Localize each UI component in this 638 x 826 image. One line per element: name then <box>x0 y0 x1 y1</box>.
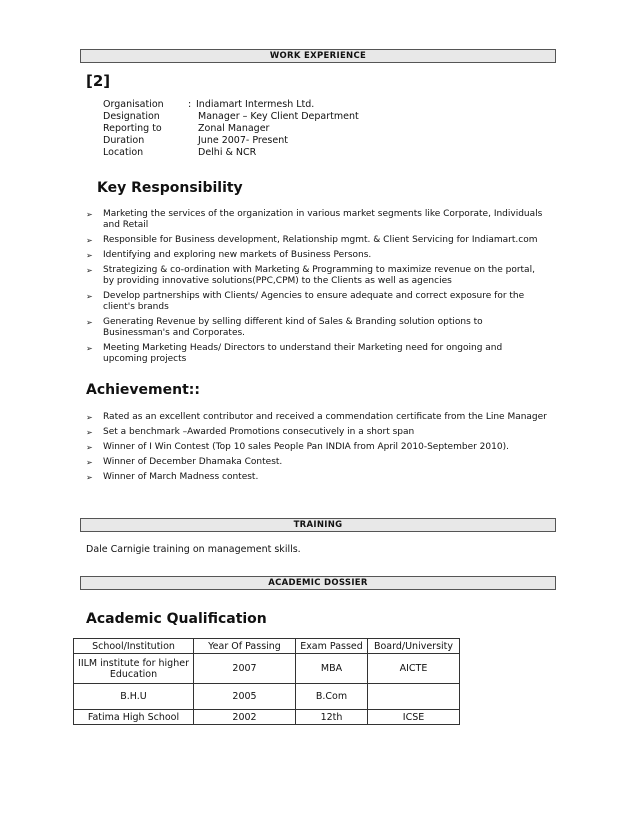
detail-key: Duration <box>103 135 145 146</box>
detail-key: Location <box>103 147 144 158</box>
list-item <box>86 442 548 453</box>
achievement-list <box>86 412 548 487</box>
job-number: [2] <box>86 72 111 90</box>
arrow-bullet-icon: ➢ <box>86 458 93 467</box>
list-item <box>86 472 548 483</box>
arrow-bullet-icon: ➢ <box>86 318 93 327</box>
list-item <box>86 317 548 339</box>
table-cell <box>368 684 460 710</box>
arrow-bullet-icon: ➢ <box>86 443 93 452</box>
detail-separator <box>188 111 196 123</box>
table-cell: 12th <box>296 710 368 725</box>
list-item <box>86 427 548 438</box>
key-responsibility-heading: Key Responsibility <box>97 180 243 196</box>
column-header: Exam Passed <box>296 639 368 654</box>
table-header-row <box>74 639 460 654</box>
table-cell: MBA <box>296 654 368 684</box>
job-details <box>103 99 359 159</box>
list-item-text: Responsible for Business development, Relationship mgmt. & Client Servicing for Indiamart.com <box>103 235 538 245</box>
column-header: Year Of Passing <box>194 639 296 654</box>
arrow-bullet-icon: ➢ <box>86 251 93 260</box>
table-cell: Fatima High School <box>74 710 194 725</box>
arrow-bullet-icon: ➢ <box>86 266 93 275</box>
table-cell: AICTE <box>368 654 460 684</box>
column-header: School/Institution <box>74 639 194 654</box>
detail-separator: : <box>188 99 192 110</box>
table-cell: ICSE <box>368 710 460 725</box>
list-item <box>86 291 548 313</box>
detail-separator <box>188 147 196 159</box>
detail-separator <box>188 135 196 147</box>
qualification-table <box>73 638 460 725</box>
list-item <box>86 265 548 287</box>
detail-value: Indiamart Intermesh Ltd. <box>196 99 315 110</box>
job-detail-row <box>103 135 359 147</box>
job-detail-row <box>103 99 359 111</box>
arrow-bullet-icon: ➢ <box>86 292 93 301</box>
section-bar-work-experience: WORK EXPERIENCE <box>80 49 556 63</box>
list-item-text: Identifying and exploring new markets of Business Persons. <box>103 250 372 260</box>
achievement-heading: Achievement:: <box>86 382 200 398</box>
job-detail-row <box>103 123 359 135</box>
job-detail-row <box>103 111 359 123</box>
detail-value: Delhi & NCR <box>198 147 257 158</box>
table-cell: 2005 <box>194 684 296 710</box>
arrow-bullet-icon: ➢ <box>86 428 93 437</box>
section-bar-training: TRAINING <box>80 518 556 532</box>
list-item-text: Winner of December Dhamaka Contest. <box>103 457 283 467</box>
column-header: Board/University <box>368 639 460 654</box>
detail-value: Manager – Key Client Department <box>198 111 359 122</box>
list-item <box>86 250 548 261</box>
list-item-text: Rated as an excellent contributor and received a commendation certificate from the Line Manager <box>103 412 547 422</box>
list-item <box>86 343 548 365</box>
table-row <box>74 654 460 684</box>
table-cell: IILM institute for higher Education <box>74 654 194 684</box>
detail-separator <box>188 123 196 135</box>
arrow-bullet-icon: ➢ <box>86 413 93 422</box>
table-cell: 2002 <box>194 710 296 725</box>
list-item <box>86 412 548 423</box>
list-item <box>86 235 548 246</box>
list-item-text: Develop partnerships with Clients/ Agencies to ensure adequate and correct exposure for the client's brands <box>103 291 525 312</box>
arrow-bullet-icon: ➢ <box>86 236 93 245</box>
job-detail-row <box>103 147 359 159</box>
list-item-text: Marketing the services of the organization in various market segments like Corporate, Individuals and Retail <box>103 209 543 230</box>
list-item-text: Set a benchmark –Awarded Promotions consecutively in a short span <box>103 427 415 437</box>
detail-key: Organisation <box>103 99 164 110</box>
list-item-text: Winner of March Madness contest. <box>103 472 259 482</box>
list-item-text: Strategizing & co-ordination with Marketing & Programming to maximize revenue on the portal, by providing innovative solutions(PPC,CPM) to the Clients as well as agencies <box>103 265 535 286</box>
detail-key: Designation <box>103 111 160 122</box>
detail-value: Zonal Manager <box>198 123 270 134</box>
training-text: Dale Carnigie training on management skills. <box>86 544 301 555</box>
table-cell: 2007 <box>194 654 296 684</box>
table-row <box>74 684 460 710</box>
list-item-text: Generating Revenue by selling different kind of Sales & Branding solution options to Businessman's and Corporates. <box>103 317 483 338</box>
detail-key: Reporting to <box>103 123 162 134</box>
responsibility-list <box>86 209 548 369</box>
list-item <box>86 457 548 468</box>
list-item <box>86 209 548 231</box>
arrow-bullet-icon: ➢ <box>86 210 93 219</box>
table-cell: B.H.U <box>74 684 194 710</box>
table-cell: B.Com <box>296 684 368 710</box>
academic-qualification-heading: Academic Qualification <box>86 611 267 627</box>
section-bar-academic-dossier: ACADEMIC DOSSIER <box>80 576 556 590</box>
detail-value: June 2007- Present <box>198 135 288 146</box>
list-item-text: Meeting Marketing Heads/ Directors to understand their Marketing need for ongoing and upcoming projects <box>103 343 503 364</box>
list-item-text: Winner of I Win Contest (Top 10 sales People Pan INDIA from April 2010-September 2010). <box>103 442 509 452</box>
table-row <box>74 710 460 725</box>
arrow-bullet-icon: ➢ <box>86 344 93 353</box>
arrow-bullet-icon: ➢ <box>86 473 93 482</box>
